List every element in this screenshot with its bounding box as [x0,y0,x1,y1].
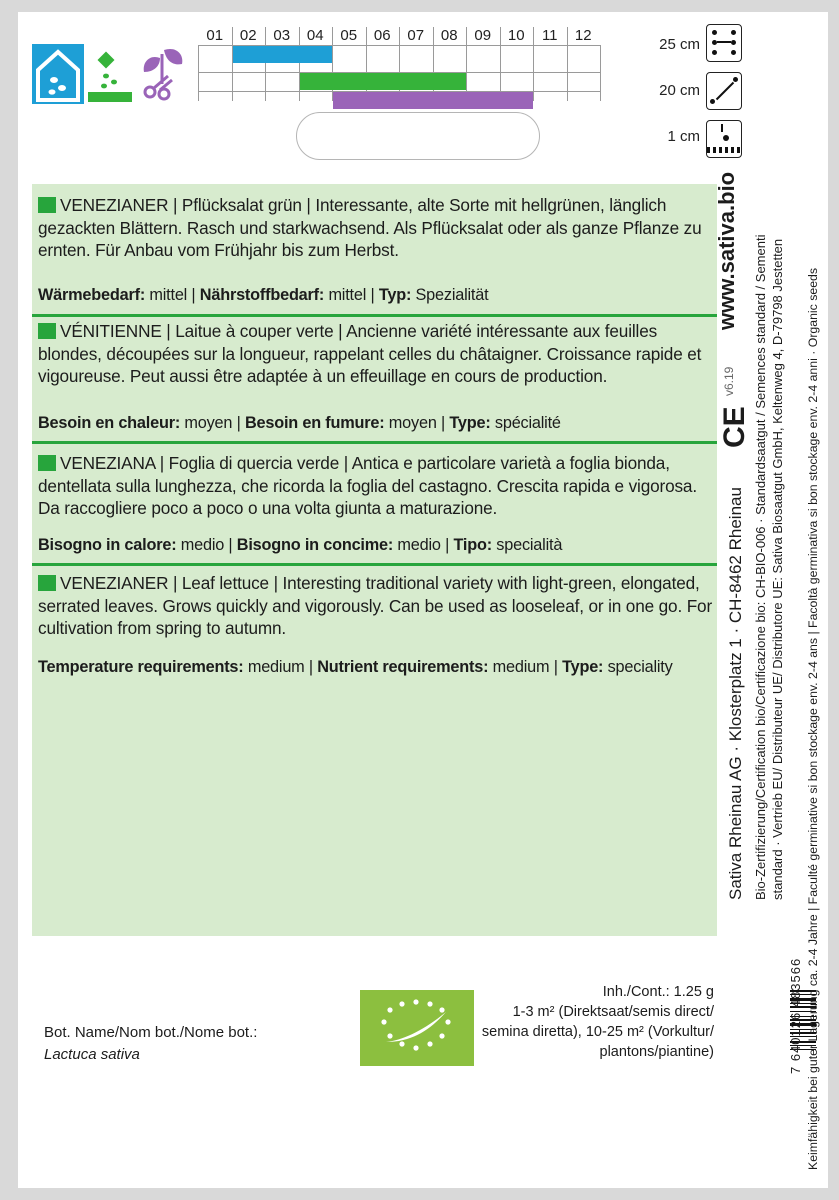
section-fr-text: VÉNITIENNE | Laitue à couper verte | Ancienne variété intéressante aux feuilles blondes, découpées sur la longueur, rappelant celles du châtaigner. Croissance rapide et vigoureuse. Peut aussi être adaptée à un effeuillage en cours de production. [38,321,702,386]
hang-hole-cutout [296,112,540,160]
calendar-gridline [533,45,534,101]
sowing-depth-icon [706,120,742,158]
month-label: 07 [407,27,425,44]
plant-distance-label: 20 cm [659,82,700,99]
plant-distance-icon [706,72,742,110]
calendar-gridline [198,45,199,101]
month-label: 02 [239,27,257,44]
harvest-bar [333,92,533,109]
month-label: 04 [306,27,324,44]
description-panel [32,184,717,936]
green-square-icon [38,575,56,591]
barcode-number: 7 640126 483566 [788,957,803,1074]
month-divider [500,27,501,45]
month-label: 12 [574,27,592,44]
botanical-name-label: Bot. Name/Nom bot./Nome bot.: [44,1024,258,1041]
area-line-1: 1-3 m² (Direktsaat/semis direct/ [512,1004,714,1020]
section-it-requirements: Bisogno in calore: medio | Bisogno in concime: medio | Tipo: specialità [38,536,563,554]
month-label: 10 [507,27,525,44]
version-text: v6.19 [722,366,736,396]
ce-mark: CE [718,406,751,448]
row-distance-icon [706,24,742,62]
month-label: 06 [373,27,391,44]
section-fr-requirements: Besoin en chaleur: moyen | Besoin en fumure: moyen | Type: spécialité [38,414,561,432]
section-de-requirements: Wärmebedarf: mittel | Nährstoffbedarf: mittel | Typ: Spezialität [38,286,489,304]
green-square-icon [38,197,56,213]
calendar-gridline [600,45,601,101]
row-distance-label: 25 cm [659,36,700,53]
section-divider [32,314,717,317]
sowing-indoor-bar [233,46,333,63]
month-label: 01 [206,27,224,44]
month-divider [433,27,434,45]
website-text: www.sativa.bio [714,171,739,330]
distributor-text: standard · Vertrieb EU/ Distributeur UE/ Distributore UE: Sativa Biosaatgut GmbH, Keltenweg 4, D-79798 Jestetten [770,238,785,900]
calendar-gridline [567,45,568,101]
section-en-requirements: Temperature requirements: medium | Nutrient requirements: medium | Type: speciality [38,658,673,676]
month-divider [466,27,467,45]
month-label: 09 [474,27,492,44]
month-divider [399,27,400,45]
area-line-2: semina diretta), 10-25 m² (Vorkultur/ [481,1024,714,1040]
sowing-outdoor-bar [300,73,467,90]
outdoor-sowing-icon [88,50,132,102]
botanical-name: Lactuca sativa [44,1046,140,1063]
month-label: 11 [541,27,558,44]
section-en-text: VENEZIANER | Leaf lettuce | Interesting traditional variety with light-green, elongated, serrated leaves. Grows quickly and vigorously. Can be used as looseleaf, or in one go. For cultivation from spring to autumn. [38,573,713,638]
month-divider [366,27,367,45]
green-square-icon [38,455,56,471]
sowing-calendar [198,27,600,103]
month-label: 08 [440,27,458,44]
germination-text: Keimfähigkeit bei guter Lagerung ca. 2-4 Jahre | Faculté germinative si bon stockage env. 2-4 ans | Facoltà germinativa si bon stockage env. 2-4 anni · Organic seeds [806,267,820,1170]
month-divider [265,27,266,45]
section-divider [32,563,717,566]
month-label: 05 [340,27,358,44]
harvest-scissors-icon [138,44,188,102]
month-divider [332,27,333,45]
certification-text: Bio-Zertifizierung/Certification bio/Certificazione bio: CH-BIO-006 · Standardsaatgut / Semences standard / Sementi [753,234,768,900]
section-it-text: VENEZIANA | Foglia di quercia verde | Antica e particolare varietà a foglia bionda, dentellata sulla lunghezza, che ricorda la foglia del castagno. Crescita rapida e vigorosa. Da raccogliere poco a poco o una volta giunta a maturazione. [38,453,697,518]
green-square-icon [38,323,56,339]
section-divider [32,441,717,444]
area-line-3: plantons/piantine) [599,1044,714,1060]
sowing-depth-label: 1 cm [667,128,700,145]
month-divider [567,27,568,45]
month-divider [533,27,534,45]
greenhouse-sowing-icon [32,44,84,104]
section-de-text: VENEZIANER | Pflücksalat grün | Interessante, alte Sorte mit hellgrünen, länglich gezackten Blättern. Rasch und starkwachsend. Als Pflücksalat oder als ganze Pflanze zu ernten. Für Anbau vom Frühjahr bis zum Herbst. [38,195,702,260]
month-divider [232,27,233,45]
month-label: 03 [273,27,291,44]
address-text: Sativa Rheinau AG · Klosterplatz 1 · CH-8462 Rheinau [726,487,745,900]
content-weight: Inh./Cont.: 1.25 g [602,984,714,1000]
month-divider [299,27,300,45]
eu-organic-leaf-logo [360,990,474,1066]
